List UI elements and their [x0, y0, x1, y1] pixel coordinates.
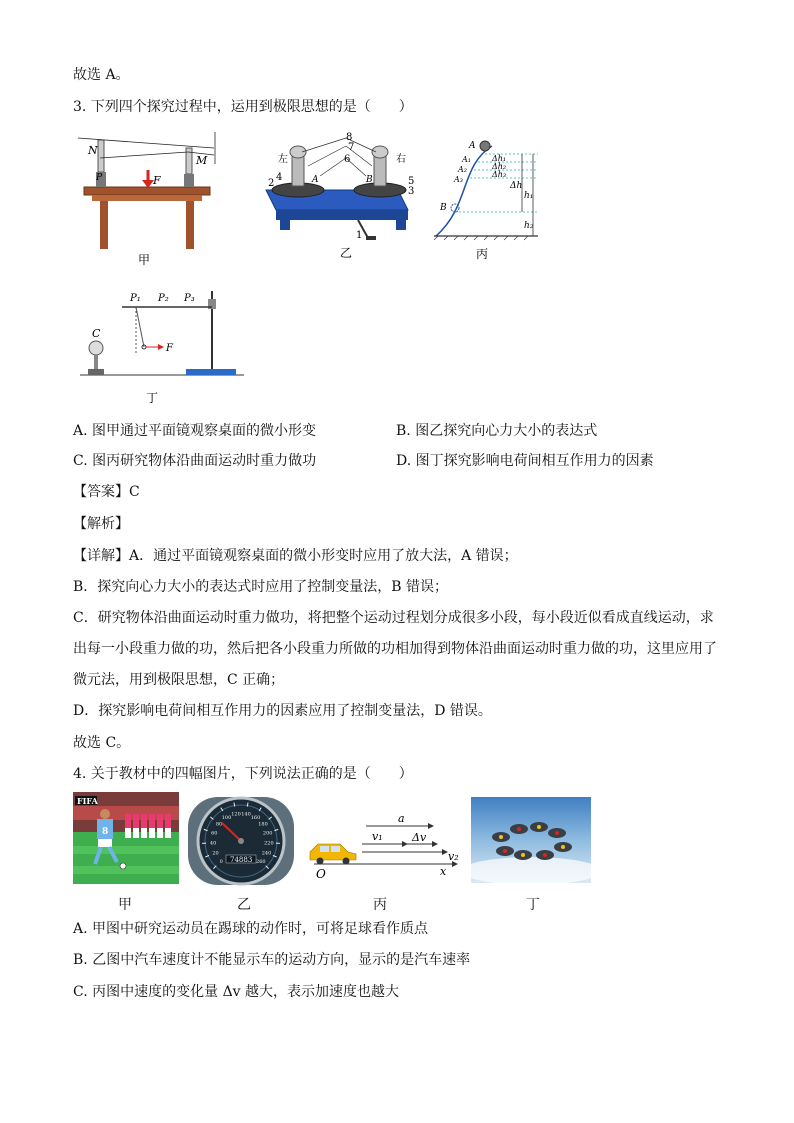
label-B: B [440, 203, 447, 213]
label-4: 4 [276, 172, 283, 183]
speed-tick-mark [247, 803, 248, 807]
label-v2: v₂ [448, 850, 459, 863]
q3-figure-yi [258, 130, 418, 260]
speed-tick-label: 220 [264, 840, 274, 847]
label-F: F [166, 343, 173, 354]
label-P: P [96, 173, 103, 183]
detail-line: 微元法，用到极限思想，C 正确； [73, 672, 285, 688]
label-dv: Δv [412, 831, 427, 844]
caption-bing: 丙 [373, 897, 387, 913]
option-a: A. 图甲通过平面镜观察桌面的微小形变 [73, 423, 317, 439]
label-C: C [92, 327, 101, 340]
option-a: A. 甲图中研究运动员在踢球的动作时，可将足球看作质点 [73, 921, 429, 937]
label-1: 1 [356, 230, 363, 241]
label-O: O [316, 867, 326, 881]
label-dh1: Δh₁ [492, 154, 507, 163]
speed-tick-label: 80 [215, 821, 223, 828]
label-P3: P₃ [184, 293, 195, 304]
speed-tick-label: 160 [250, 815, 261, 821]
option-c: C. 丙图中速度的变化量 Δv 越大，表示加速度也越大 [73, 984, 400, 1000]
label-x: x [440, 865, 447, 878]
label-5: 5 [408, 176, 415, 187]
label-left: 左 [278, 154, 288, 165]
speed-tick-mark [234, 803, 235, 807]
label-A: A [312, 175, 319, 185]
q3-figure-bing [430, 136, 542, 262]
label-dh2: Δh₂ [492, 162, 507, 171]
label-3: 3 [408, 186, 415, 197]
caption-jia: 甲 [138, 253, 151, 267]
detail-line: B．探究向心力大小的表达式时应用了控制变量法，B 错误； [73, 579, 449, 595]
speed-tick-label: 240 [261, 850, 272, 857]
label-v1: v₁ [372, 830, 383, 843]
label-A: A [469, 141, 476, 151]
q4-photo-jia [73, 792, 179, 884]
fifa-logo: FIFA [77, 796, 98, 806]
speed-tick-label: 60 [211, 830, 218, 837]
caption-yi: 乙 [237, 897, 251, 913]
label-6: 6 [344, 154, 351, 165]
caption-ding: 丁 [146, 391, 159, 405]
speed-tick-label: 180 [258, 821, 268, 828]
speed-tick-label: 260 [256, 858, 266, 865]
label-F: F [153, 174, 161, 187]
label-A2: A₂ [458, 165, 467, 174]
detail-line: C．研究物体沿曲面运动时重力做功，将把整个运动过程划分成很多小段，每小段近似看成直线运动，求 [73, 610, 714, 626]
label-A3: A₃ [454, 175, 463, 184]
label-2: 2 [268, 178, 275, 189]
label-8: 8 [346, 132, 353, 143]
label-B: B [366, 175, 373, 185]
label-dh3: Δh₃ [492, 170, 507, 179]
label-dh: Δh [510, 181, 523, 191]
option-b: B. 乙图中汽车速度计不能显示车的运动方向，显示的是汽车速率 [73, 952, 471, 968]
text-line: 故选 C。 [73, 735, 131, 751]
answer: 【答案】C [73, 484, 140, 500]
caption-ding: 丁 [526, 897, 540, 913]
q4-photo-ding [471, 797, 591, 883]
odometer: 74883 [230, 856, 253, 864]
analysis-heading: 【解析】 [73, 516, 129, 532]
detail-line: 出每一小段重力做的功，然后把各小段重力所做的功相加得到物体沿曲面运动时重力做的功，这里应用了 [73, 641, 717, 657]
label-A1: A₁ [462, 155, 471, 164]
question-3: 3. 下列四个探究过程中，运用到极限思想的是（ ） [73, 99, 413, 115]
label-7: 7 [348, 142, 355, 153]
q3-figure-jia [78, 130, 218, 275]
label-P2: P₂ [158, 293, 169, 304]
option-d: D. 图丁探究影响电荷间相互作用力的因素 [396, 453, 654, 469]
label-h1: h₁ [524, 191, 534, 201]
label-a: a [398, 812, 405, 825]
label-h2: h₂ [524, 221, 534, 231]
label-P1: P₁ [130, 293, 141, 304]
q3-figure-ding [78, 285, 248, 407]
text-line: 故选 A。 [73, 67, 130, 83]
speed-tick-label: 200 [262, 830, 273, 837]
label-M: M [196, 154, 208, 167]
caption-jia: 甲 [118, 897, 132, 913]
q4-figure-bing [306, 812, 468, 882]
caption-yi: 乙 [340, 246, 353, 260]
question-4: 4. 关于教材中的四幅图片，下列说法正确的是（ ） [73, 766, 413, 782]
player-number: 8 [102, 827, 109, 837]
speed-tick-label: 140 [241, 811, 251, 818]
speed-tick-label: 40 [209, 840, 217, 847]
speed-tick-label: 0 [219, 858, 223, 865]
label-right: 右 [396, 154, 406, 165]
speed-tick-label: 20 [212, 850, 219, 857]
detail-line: 【详解】A．通过平面镜观察桌面的微小形变时应用了放大法，A 错误； [73, 548, 518, 564]
label-N: N [88, 144, 98, 157]
option-c: C. 图丙研究物体沿曲面运动时重力做功 [73, 453, 317, 469]
detail-line: D．探究影响电荷间相互作用力的因素应用了控制变量法，D 错误。 [73, 703, 492, 719]
speed-tick-label: 100 [221, 815, 232, 821]
caption-bing: 丙 [476, 247, 489, 261]
speed-tick-label: 120 [231, 811, 241, 818]
option-b: B. 图乙探究向心力大小的表达式 [396, 423, 598, 439]
q4-speedometer-yi [186, 795, 296, 887]
